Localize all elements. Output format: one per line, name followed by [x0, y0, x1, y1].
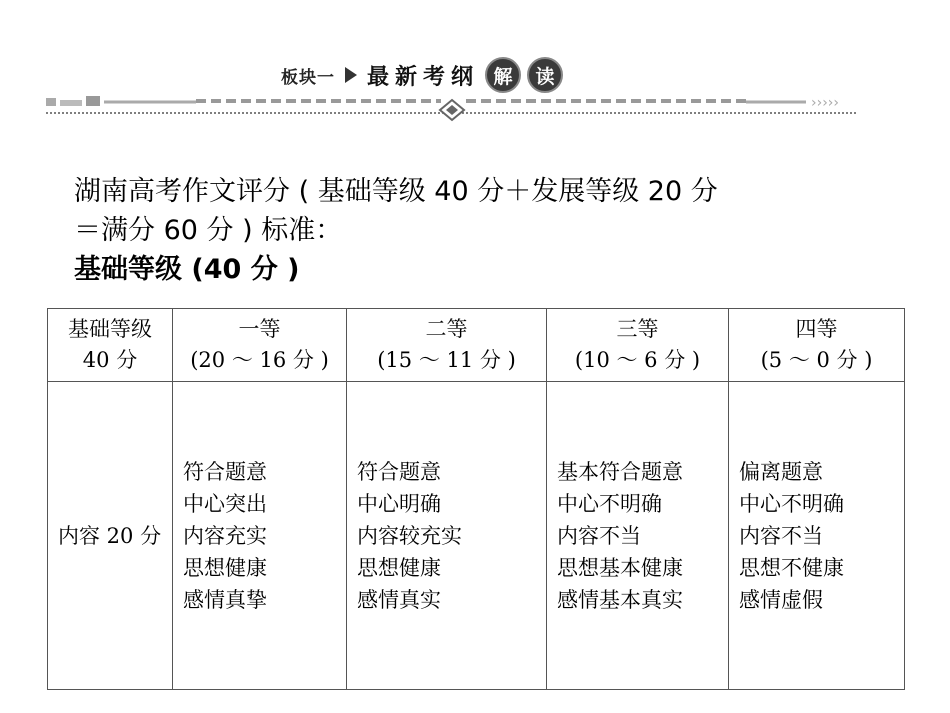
criterion: 中心不明确 — [739, 491, 844, 516]
intro-text — [74, 172, 774, 289]
criterion: 内容充实 — [183, 523, 267, 548]
criterion: 符合题意 — [183, 459, 267, 484]
criterion: 思想健康 — [183, 555, 267, 580]
banner-circle-char-2: 读 — [527, 57, 563, 93]
criterion: 符合题意 — [357, 459, 441, 484]
criterion: 思想基本健康 — [557, 555, 683, 580]
header-line: 基础等级 — [68, 317, 152, 341]
banner-circle-char-1: 解 — [485, 57, 521, 93]
grade-cell — [729, 382, 905, 690]
banner-title — [281, 58, 563, 92]
header-cell — [48, 309, 173, 382]
row-label: 内容 20 分 — [48, 382, 173, 690]
header-line: 40 分 — [82, 348, 138, 372]
intro-line-3: 基础等级 (40 分 ) — [74, 254, 300, 285]
header-cell — [347, 309, 547, 382]
header-cell — [173, 309, 347, 382]
banner-title-text: 最新考纲 — [367, 64, 480, 90]
table-row — [48, 382, 905, 690]
table-header-row — [48, 309, 905, 382]
criterion: 基本符合题意 — [557, 459, 683, 484]
play-arrow-icon — [345, 67, 357, 83]
intro-line-2: ＝满分 60 分 ) 标准： — [74, 215, 343, 246]
header-cell — [547, 309, 729, 382]
header-line: (10 ～ 6 分 ) — [574, 348, 701, 372]
banner-section-label: 板块一 — [281, 67, 335, 88]
grade-cell — [547, 382, 729, 690]
header-line: (20 ～ 16 分 ) — [190, 348, 329, 372]
criterion: 内容不当 — [557, 523, 641, 548]
criterion: 思想不健康 — [739, 555, 844, 580]
criterion: 中心突出 — [183, 491, 267, 516]
header-line: 一等 — [238, 317, 281, 341]
grading-table — [47, 308, 905, 690]
grade-cell — [173, 382, 347, 690]
criterion: 感情基本真实 — [557, 587, 683, 612]
svg-text:›››››: ››››› — [811, 95, 839, 111]
header-line: (5 ～ 0 分 ) — [760, 348, 873, 372]
criterion: 感情真挚 — [183, 587, 267, 612]
header-cell — [729, 309, 905, 382]
grade-cell — [347, 382, 547, 690]
intro-line-1: 湖南高考作文评分 ( 基础等级 40 分＋发展等级 20 分 — [74, 176, 718, 207]
section-banner — [46, 52, 856, 132]
criterion: 中心明确 — [357, 491, 441, 516]
header-line: 三等 — [616, 317, 659, 341]
criterion: 内容较充实 — [357, 523, 462, 548]
header-line: (15 ～ 11 分 ) — [377, 348, 516, 372]
banner-decoration — [46, 90, 856, 130]
criterion: 感情真实 — [357, 587, 441, 612]
diamond-icon — [440, 100, 464, 120]
criterion: 中心不明确 — [557, 491, 662, 516]
header-line: 二等 — [425, 317, 468, 341]
criterion: 思想健康 — [357, 555, 441, 580]
criterion: 内容不当 — [739, 523, 823, 548]
header-line: 四等 — [795, 317, 838, 341]
criterion: 感情虚假 — [739, 587, 823, 612]
criterion: 偏离题意 — [739, 459, 823, 484]
